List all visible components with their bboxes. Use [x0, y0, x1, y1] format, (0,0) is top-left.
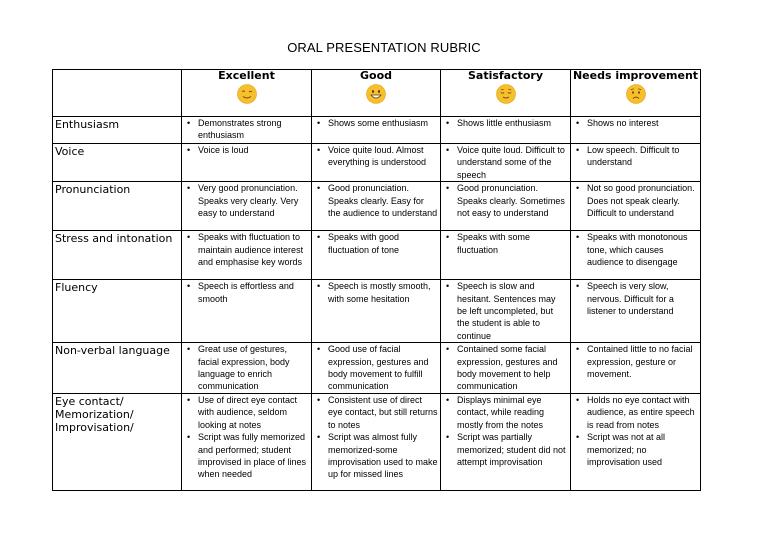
rubric-table: [52, 69, 701, 491]
descriptor-list: [571, 280, 700, 317]
descriptor-item: • Speaks with monotonous tone, which causes audience to disengage: [587, 231, 698, 268]
descriptor-item: • Speech is slow and hesitant. Sentences may be left uncompleted, but the student is able to continue: [457, 280, 568, 342]
descriptor-item: • Speech is very slow, nervous. Difficult for a listener to understand: [587, 280, 698, 317]
descriptor-list: [312, 182, 440, 219]
descriptor-item: • Contained some facial expression, gestures and body movement to help communication: [457, 343, 568, 393]
descriptor-list: [571, 182, 700, 219]
criterion-label: Eye contact/ Memorization/ Improvisation/: [55, 394, 134, 434]
descriptor-item: • Script was partially memorized; student did not attempt improvisation: [457, 431, 568, 468]
descriptor-list: [441, 182, 570, 219]
descriptor-item: • Very good pronunciation. Speaks very clearly. Very easy to understand: [198, 182, 309, 219]
descriptor-item: • Shows some enthusiasm: [328, 117, 438, 129]
header-satisfactory: [441, 70, 571, 117]
criterion-label: Stress and intonation: [55, 232, 173, 246]
header-needs-improvement: [571, 70, 701, 117]
descriptor-list: [312, 117, 440, 129]
descriptor-list: [182, 280, 311, 305]
descriptor-list: [441, 343, 570, 393]
descriptor-list: [182, 144, 311, 156]
descriptor-list: [441, 231, 570, 256]
header-label: Needs improvement: [572, 69, 699, 82]
descriptor-list: [441, 280, 570, 342]
descriptor-list: [571, 117, 700, 129]
descriptor-item: • Voice quite loud. Almost everything is understood: [328, 144, 438, 169]
descriptor-item: • Holds no eye contact with audience, as entire speech is read from notes: [587, 394, 698, 431]
rubric-row-enthusiasm: [53, 117, 701, 144]
descriptor-list: [441, 394, 570, 468]
descriptor-item: • Not so good pronunciation. Does not speak clearly. Difficult to understand: [587, 182, 698, 219]
descriptor-list: [182, 117, 311, 142]
descriptor-item: • Speech is mostly smooth, with some hesitation: [328, 280, 438, 305]
corner-cell: [53, 70, 182, 117]
criterion-label: Voice: [55, 145, 85, 158]
descriptor-item: • Speaks with good fluctuation of tone: [328, 231, 438, 256]
grinning-face-icon: [366, 84, 386, 104]
criterion-label: Non-verbal language: [55, 344, 170, 358]
header-good: [312, 70, 441, 117]
rubric-row-pronunciation: [53, 182, 701, 231]
descriptor-item: • Consistent use of direct eye contact, but still returns to notes: [328, 394, 438, 431]
descriptor-item: • Voice quite loud. Difficult to understand some of the speech: [457, 144, 568, 181]
descriptor-list: [571, 231, 700, 268]
descriptor-list: [571, 144, 700, 169]
descriptor-list: [312, 343, 440, 393]
descriptor-item: • Use of direct eye contact with audience, seldom looking at notes: [198, 394, 309, 431]
descriptor-item: • Good pronunciation. Speaks clearly. Sometimes not easy to understand: [457, 182, 568, 219]
criterion-label: Enthusiasm: [55, 118, 120, 131]
descriptor-item: • Voice is loud: [198, 144, 309, 156]
winking-face-icon: [237, 84, 257, 104]
descriptor-list: [182, 394, 311, 481]
criterion-label: Fluency: [55, 281, 98, 295]
relieved-face-icon: [496, 84, 516, 104]
descriptor-list: [312, 280, 440, 305]
descriptor-list: [441, 117, 570, 129]
descriptor-item: • Shows no interest: [587, 117, 698, 129]
descriptor-list: [312, 144, 440, 169]
descriptor-item: • Demonstrates strong enthusiasm: [198, 117, 309, 142]
descriptor-item: • Shows little enthusiasm: [457, 117, 568, 129]
worried-face-icon: [626, 84, 646, 104]
rubric-row-fluency: [53, 280, 701, 343]
descriptor-list: [312, 394, 440, 481]
descriptor-item: • Great use of gestures, facial expression, body language to enrich communication: [198, 343, 309, 393]
header-label: Excellent: [218, 69, 275, 82]
header-row: [53, 70, 701, 117]
descriptor-list: [441, 144, 570, 181]
rubric-row-voice: [53, 144, 701, 182]
descriptor-item: • Speech is effortless and smooth: [198, 280, 309, 305]
descriptor-item: • Speaks with fluctuation to maintain audience interest and emphasise key words: [198, 231, 309, 268]
page-title: ORAL PRESENTATION RUBRIC: [287, 40, 481, 55]
descriptor-list: [182, 182, 311, 219]
descriptor-list: [182, 231, 311, 268]
descriptor-item: • Low speech. Difficult to understand: [587, 144, 698, 169]
header-label: Good: [359, 69, 393, 82]
rubric-row-eye-contact: [53, 393, 701, 490]
descriptor-list: [571, 394, 700, 468]
descriptor-item: • Script was almost fully memorized-some improvisation used to make up for missed lines: [328, 431, 438, 481]
descriptor-list: [182, 343, 311, 393]
header-excellent: [182, 70, 312, 117]
header-label: Satisfactory: [467, 69, 544, 82]
descriptor-item: • Good use of facial expression, gestures and body movement to fulfill communication: [328, 343, 438, 393]
criterion-label: Pronunciation: [55, 183, 131, 197]
descriptor-list: [571, 343, 700, 380]
descriptor-item: • Speaks with some fluctuation: [457, 231, 568, 256]
descriptor-item: • Script was fully memorized and performed; student improvised in place of lines when needed: [198, 431, 309, 481]
descriptor-item: • Contained little to no facial expression, gesture or movement.: [587, 343, 698, 380]
descriptor-item: • Script was not at all memorized; no improvisation used: [587, 431, 698, 468]
descriptor-list: [312, 231, 440, 256]
descriptor-item: • Good pronunciation. Speaks clearly. Easy for the audience to understand: [328, 182, 438, 219]
rubric-row-non-verbal-language: [53, 343, 701, 394]
rubric-row-stress-and-intonation: [53, 231, 701, 280]
descriptor-item: • Displays minimal eye contact, while reading mostly from the notes: [457, 394, 568, 431]
